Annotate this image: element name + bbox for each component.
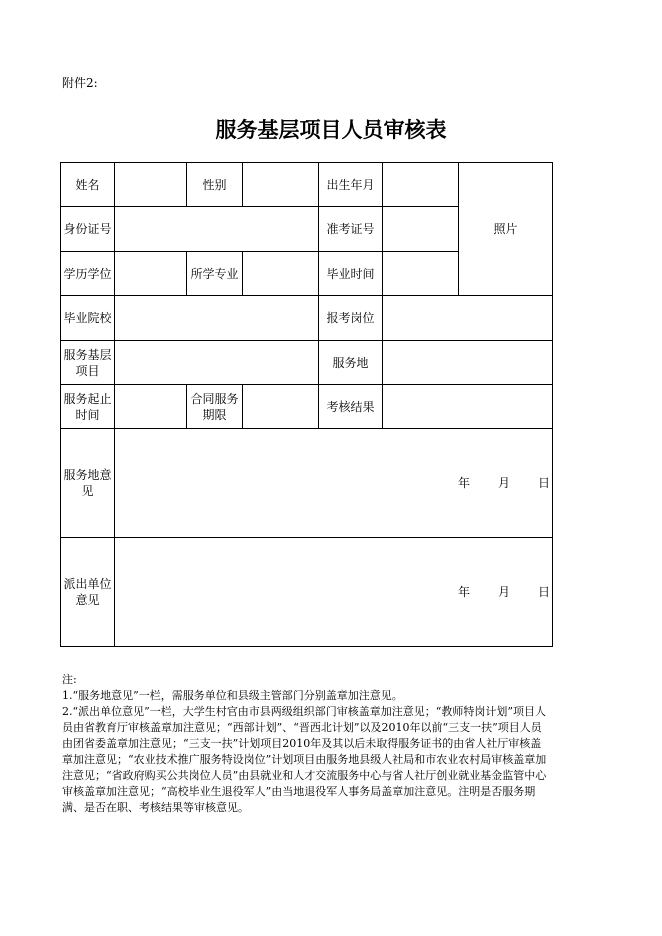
project-label: 服务基层项目 bbox=[63, 347, 112, 378]
gender-field[interactable] bbox=[243, 163, 319, 207]
major-label: 所学专业 bbox=[187, 252, 243, 296]
birth-label: 出生年月 bbox=[319, 163, 383, 207]
service-time-label-cell bbox=[61, 385, 115, 429]
assessment-field[interactable] bbox=[383, 385, 553, 429]
service-opinion-label: 服务地意见 bbox=[61, 429, 115, 538]
dispatch-opinion-month: 月 bbox=[497, 585, 510, 599]
project-label-cell bbox=[61, 341, 115, 385]
assessment-label: 考核结果 bbox=[319, 385, 383, 429]
service-place-field[interactable] bbox=[383, 341, 553, 385]
service-place-label: 服务地 bbox=[319, 341, 383, 385]
photo-box bbox=[459, 163, 553, 296]
dispatch-opinion-year: 年 bbox=[457, 585, 470, 599]
exam-no-field[interactable] bbox=[383, 207, 459, 252]
service-opinion-month: 月 bbox=[497, 476, 510, 490]
position-field[interactable] bbox=[383, 296, 553, 341]
name-field[interactable] bbox=[115, 163, 187, 207]
service-time-field[interactable] bbox=[115, 385, 187, 429]
photo-label: 照片 bbox=[493, 222, 518, 236]
school-label: 毕业院校 bbox=[61, 296, 115, 341]
dispatch-opinion-day: 日 bbox=[537, 585, 550, 599]
education-label: 学历学位 bbox=[61, 252, 115, 296]
service-opinion-day: 日 bbox=[537, 476, 550, 490]
project-field[interactable] bbox=[115, 341, 319, 385]
graduation-time-label: 毕业时间 bbox=[319, 252, 383, 296]
form-title: 服务基层项目人员审核表 bbox=[215, 118, 447, 142]
major-field[interactable] bbox=[243, 252, 319, 296]
attachment-label: 附件2: bbox=[62, 76, 98, 90]
graduation-time-field[interactable] bbox=[383, 252, 459, 296]
id-field[interactable] bbox=[115, 207, 319, 252]
contract-label-cell bbox=[187, 385, 243, 429]
service-opinion-field[interactable] bbox=[115, 429, 553, 538]
notes-heading: 注: bbox=[62, 673, 77, 686]
exam-no-label: 准考证号 bbox=[319, 207, 383, 252]
id-label: 身份证号 bbox=[61, 207, 115, 252]
notes-section bbox=[62, 672, 552, 816]
note-item-1: 1.“服务地意见”一栏，需服务单位和县级主管部门分别盖章加注意见。 bbox=[62, 689, 403, 702]
contract-label: 合同服务期限 bbox=[190, 391, 239, 422]
review-form-table bbox=[60, 162, 553, 647]
position-label: 报考岗位 bbox=[319, 296, 383, 341]
service-opinion-year: 年 bbox=[457, 476, 470, 490]
birth-field[interactable] bbox=[383, 163, 459, 207]
dispatch-opinion-label: 派出单位意见 bbox=[61, 538, 115, 647]
note-item-2: 2.“派出单位意见”一栏，大学生村官由市县两级组织部门审核盖章加注意见；“教师特岗计划”项目人员由省教育厅审核盖章加注意见；“西部计划”、“晋西北计划”以及2010年以前“三支一扶”项目人员由团省委盖章加注意见；“三支一扶”计划项目2010年及其以后未取得服务证书的由省人社厅审核盖章加注意见；“农业技术推广服务特设岗位”计划项目由服务地县级人社局和市农业农村局审核盖章加注意见；“省政府购买公共岗位人员”由县就业和人才交流服务中心与省人社厅创业就业基金监管中心审核盖章加注意见；“高校毕业生退役军人”由当地退役军人事务局盖章加注意见。注明是否服务期满、是否在职、考核结果等审核意见。 bbox=[62, 705, 547, 814]
school-field[interactable] bbox=[115, 296, 319, 341]
service-time-label: 服务起止时间 bbox=[63, 391, 112, 422]
name-label: 姓名 bbox=[61, 163, 115, 207]
gender-label: 性别 bbox=[187, 163, 243, 207]
dispatch-opinion-field[interactable] bbox=[115, 538, 553, 647]
education-field[interactable] bbox=[115, 252, 187, 296]
contract-field[interactable] bbox=[243, 385, 319, 429]
